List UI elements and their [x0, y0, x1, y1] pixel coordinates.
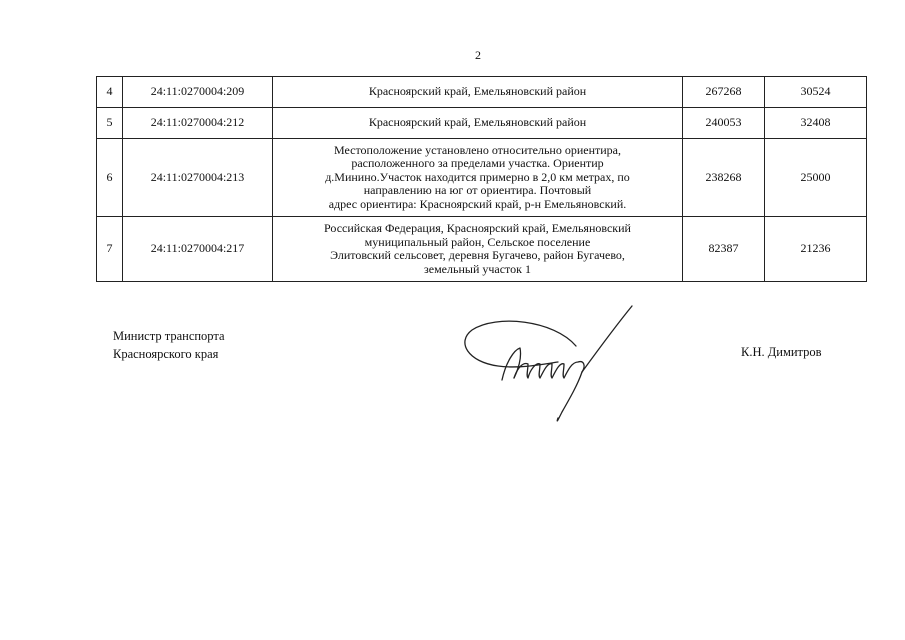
signatory-position-line1: Министр транспорта [113, 329, 225, 343]
cadastral-number: 24:11:0270004:217 [123, 217, 273, 282]
value-b: 32408 [765, 108, 867, 139]
parcel-address: Местоположение установлено относительно ориентира, расположенного за пределами участка. Ориентир д.Минино.Участок находится примерно в 2,0 км метрах, по направлению на юг от ориентира. Почтовый адрес ориентира: Красноярский край, р-н Емельяновский. [273, 139, 683, 217]
signatory-position [113, 327, 225, 363]
cadastral-number: 24:11:0270004:209 [123, 77, 273, 108]
value-a: 82387 [683, 217, 765, 282]
value-a: 238268 [683, 139, 765, 217]
cadastral-number: 24:11:0270004:213 [123, 139, 273, 217]
handwritten-signature [458, 300, 648, 425]
value-a: 267268 [683, 77, 765, 108]
row-number: 7 [97, 217, 123, 282]
row-number: 6 [97, 139, 123, 217]
table-row [97, 77, 867, 108]
row-number: 4 [97, 77, 123, 108]
table-row [97, 217, 867, 282]
value-b: 21236 [765, 217, 867, 282]
parcel-address: Красноярский край, Емельяновский район [273, 108, 683, 139]
cadastral-number: 24:11:0270004:212 [123, 108, 273, 139]
value-b: 30524 [765, 77, 867, 108]
signatory-name: К.Н. Димитров [741, 345, 822, 359]
parcel-address: Красноярский край, Емельяновский район [273, 77, 683, 108]
table-row [97, 108, 867, 139]
row-number: 5 [97, 108, 123, 139]
value-a: 240053 [683, 108, 765, 139]
parcel-address: Российская Федерация, Красноярский край, Емельяновский муниципальный район, Сельское поселение Элитовский сельсовет, деревня Бугачево, район Бугачево, земельный участок 1 [273, 217, 683, 282]
value-b: 25000 [765, 139, 867, 217]
parcels-table [96, 76, 867, 282]
table-row [97, 139, 867, 217]
page-number: 2 [475, 48, 481, 62]
signatory-position-line2: Красноярского края [113, 347, 219, 361]
